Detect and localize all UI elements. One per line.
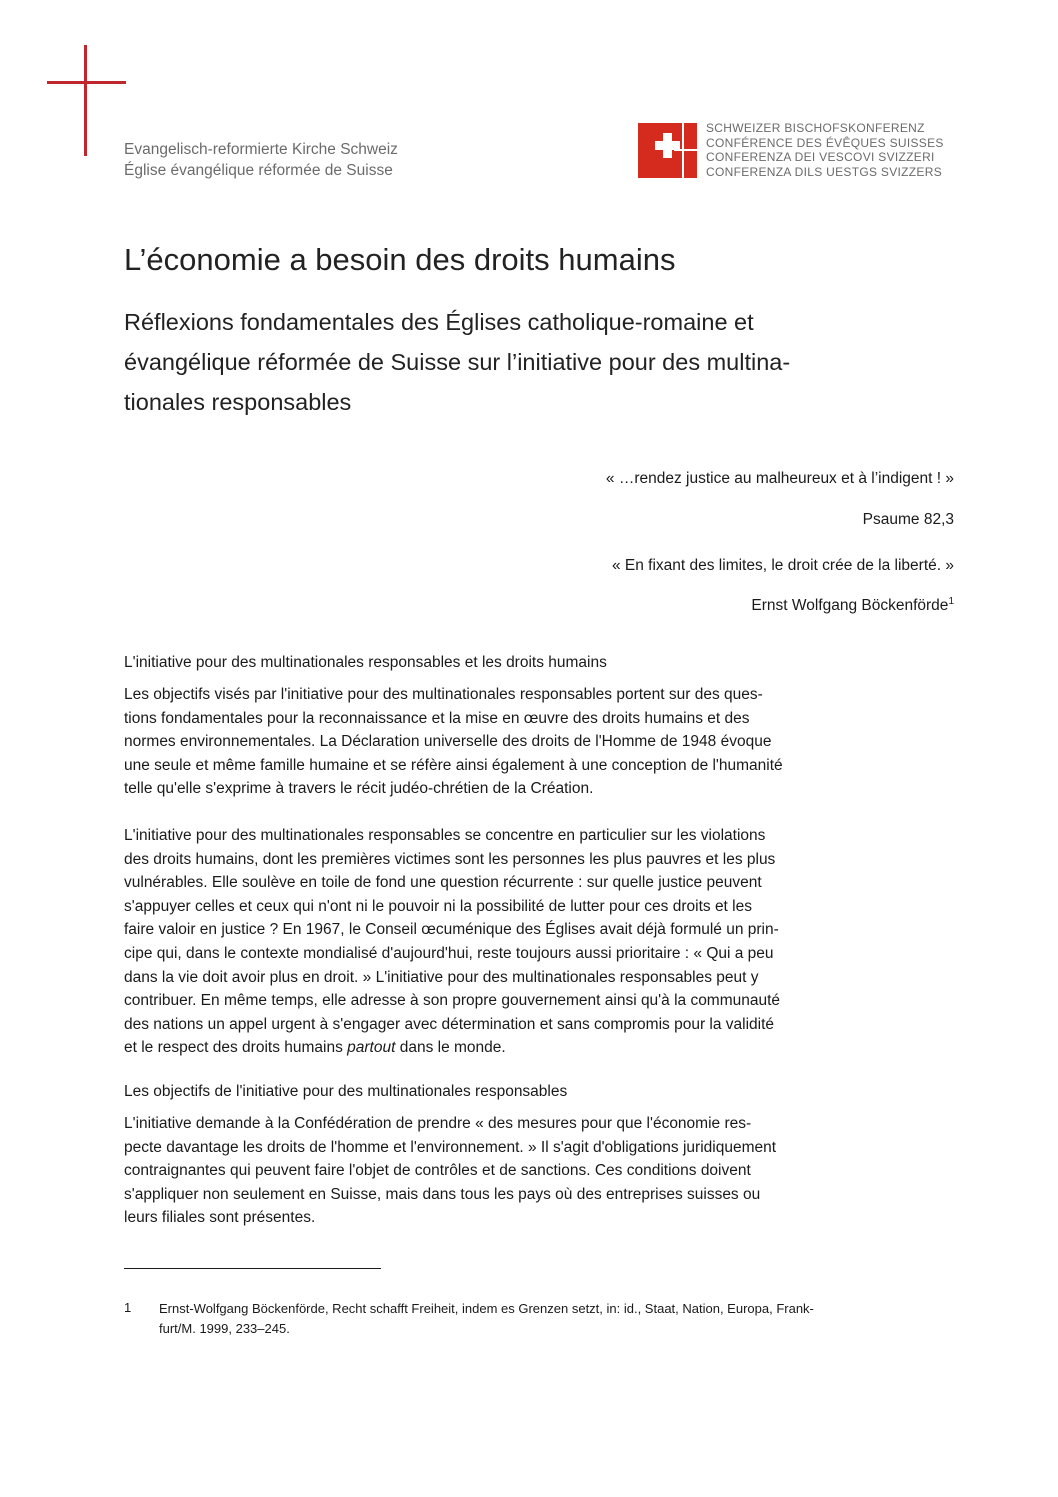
cross-horizontal-bar	[47, 81, 126, 84]
cross-vertical-bar	[84, 45, 87, 156]
sbk-name-de: SCHWEIZER BISCHOFSKONFERENZ	[706, 121, 925, 135]
sbk-name-rm: CONFERENZA DILS UESTGS SVIZZERS	[706, 164, 943, 179]
footnote-text	[159, 1299, 957, 1338]
sbk-name-it: CONFERENZA DEI VESCOVI SVIZZERI	[706, 150, 935, 164]
text-line: s'appliquer non seulement en Suisse, mais dans tous les pays où des entreprises suisses ou	[124, 1185, 761, 1203]
text-line: une seule et même famille humaine et se réfère ainsi également à une conception de l'humanité	[124, 756, 783, 774]
epigraph-quote-1: « …rendez justice au malheureux et à l’indigent ! »	[605, 470, 954, 487]
emphasis: partout	[347, 1039, 396, 1057]
paragraph-2	[124, 824, 958, 1060]
text-line: leurs filiales sont présentes.	[124, 1209, 316, 1227]
footnote-line: furt/M. 1999, 233–245.	[159, 1320, 290, 1336]
sbk-name-fr: CONFÉRENCE DES ÉVÊQUES SUISSES	[706, 135, 944, 150]
text-span: dans le monde.	[395, 1039, 506, 1057]
eks-name-de: Evangelisch-reformierte Kirche Schweiz	[124, 141, 398, 158]
text-line: cipe qui, dans le contexte mondialisé d'aujourd'hui, reste toujours aussi prioritaire : « Qui a peu	[124, 944, 774, 962]
text-line: contribuer. En même temps, elle adresse à son propre gouvernement ainsi qu'à la communauté	[124, 992, 781, 1010]
text-line: s'appuyer celles et ceux qui n'ont ni le pouvoir ni la possibilité de lutter pour ces droits et les	[124, 897, 752, 915]
text-line: faire valoir en justice ? En 1967, le Conseil œcuménique des Églises avait déjà formulé un prin-	[124, 921, 779, 939]
epigraph-quote-2: « En fixant des limites, le droit crée de la liberté. »	[611, 557, 954, 574]
paragraph-1	[124, 683, 958, 801]
footnote-number: 1	[124, 1300, 132, 1315]
text-line: L'initiative pour des multinationales responsables se concentre en particulier sur les violations	[124, 827, 766, 844]
section-heading-2: Les objectifs de l'initiative pour des multinationales responsables	[124, 1083, 568, 1100]
text-line: dans la vie doit avoir plus en droit. » L'initiative pour des multinationales responsables peut y	[124, 968, 759, 986]
swiss-cross-icon	[638, 123, 697, 178]
text-line: telle qu'elle s'exprime à travers le récit judéo-chrétien de la Création.	[124, 780, 594, 798]
text-line: des nations un appel urgent à s'engager avec détermination et sans compromis pour la validité	[124, 1015, 775, 1033]
text-line: des droits humains, dont les premières victimes sont les personnes les plus pauvres et les plus	[124, 850, 776, 868]
text-line: vulnérables. Elle soulève en toile de fond une question récurrente : sur quelle justice peuvent	[124, 874, 762, 892]
text-line: contraignantes qui peuvent faire l'objet de contrôles et de sanctions. Ces conditions doivent	[124, 1162, 751, 1180]
text-line: L'initiative demande à la Confédération de prendre « des mesures pour que l'économie res-	[124, 1115, 752, 1132]
epigraph-source-1: Psaume 82,3	[862, 511, 954, 528]
subtitle-line: évangélique réformée de Suisse sur l’initiative pour des multina-	[124, 349, 791, 375]
footnote-line: Ernst-Wolfgang Böckenförde, Recht schafft Freiheit, indem es Grenzen setzt, in: id., Staat, Nation, Europa, Frank-	[159, 1301, 814, 1316]
text-line: pecte davantage les droits de l'homme et l'environnement. » Il s'agit d'obligations juridiquement	[124, 1138, 777, 1156]
text-span: et le respect des droits humains	[124, 1039, 348, 1057]
sbk-name	[706, 121, 944, 179]
subtitle-line: tionales responsables	[124, 389, 352, 415]
document-subtitle	[124, 302, 954, 422]
epigraph-source-2	[751, 596, 954, 615]
text-line: normes environnementales. La Déclaration universelle des droits de l'Homme de 1948 évoque	[124, 733, 772, 751]
text-line: tions fondamentales pour la reconnaissance et la mise en œuvre des droits humains et des	[124, 709, 750, 727]
eks-name-fr: Église évangélique réformée de Suisse	[124, 162, 393, 179]
document-title: L’économie a besoin des droits humains	[124, 242, 676, 277]
section-heading-1: L'initiative pour des multinationales responsables et les droits humains	[124, 654, 607, 671]
paragraph-3	[124, 1112, 958, 1230]
text-line	[124, 1036, 958, 1060]
epigraph-author: Ernst Wolfgang Böckenförde	[751, 597, 949, 615]
text-line: Les objectifs visés par l'initiative pour des multinationales responsables portent sur des ques-	[124, 686, 763, 703]
subtitle-line: Réflexions fondamentales des Églises catholique-romaine et	[124, 309, 754, 335]
eks-name	[124, 139, 398, 181]
footnote-reference[interactable]: 1	[948, 596, 954, 607]
footnote-separator	[124, 1268, 381, 1269]
